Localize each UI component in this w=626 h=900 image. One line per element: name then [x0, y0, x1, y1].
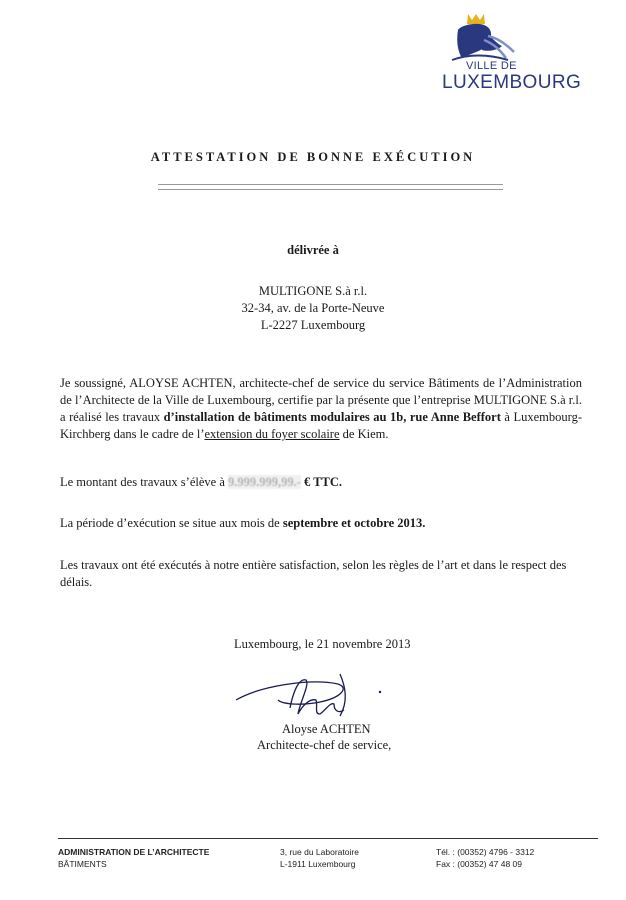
footer-department: BÂTIMENTS [58, 859, 107, 869]
title-rule [158, 184, 503, 190]
logo-line-2: LUXEMBOURG [442, 72, 582, 93]
footer-address [280, 846, 359, 870]
footer-divider [58, 838, 598, 839]
paragraph-amount [60, 474, 582, 491]
logo-line-1: VILLE DE [466, 60, 517, 72]
signatory-name: Aloyse ACHTEN [282, 722, 371, 736]
p1-text-c: de Kiem. [339, 427, 389, 441]
lion-emblem-icon [428, 8, 578, 68]
footer-contact [436, 846, 534, 870]
p1-text-a: Je soussigné, ALOYSE ACHTEN, architecte-chef de service du service Bâtiments de l’Administration de l’Architecte de la Ville de Luxembourg, certifie par la présente que l’entreprise MULTIGONE S.à r.l. a réalisé les travaux [60, 376, 582, 424]
p1-text-b: à Luxembourg-Kirchberg dans le cadre de l’ [60, 410, 582, 441]
amount-redacted: 9.999.999,99.- [228, 475, 301, 489]
p2-text-a: Le montant des travaux s’élève à [60, 475, 228, 489]
p1-underlined: extension du foyer scolaire [204, 427, 340, 441]
footer-street: 3, rue du Laboratoire [280, 847, 359, 857]
signature-scribble-icon [230, 658, 400, 728]
recipient-city: L-2227 Luxembourg [260, 318, 366, 332]
paragraph-satisfaction: Les travaux ont été exécutés à notre entière satisfaction, selon les règles de l’art et dans le respect des délais. [60, 558, 567, 589]
delivered-to-label: délivrée à [287, 243, 339, 257]
p2-currency: € TTC. [300, 475, 343, 489]
footer-phone: Tél. : (00352) 4796 - 3312 [436, 847, 535, 857]
recipient-street: 32-34, av. de la Porte-Neuve [241, 301, 385, 315]
footer-fax: Fax : (00352) 47 48 09 [436, 859, 523, 869]
paragraph-period [60, 515, 582, 532]
paragraph-certification [60, 375, 582, 443]
footer-administration [58, 846, 209, 870]
footer-admin-name: ADMINISTRATION DE L’ARCHITECTE [58, 847, 210, 857]
recipient-company: MULTIGONE S.à r.l. [258, 284, 368, 298]
signatory-role: Architecte-chef de service, [257, 738, 392, 752]
city-logo [428, 8, 582, 93]
p1-works-bold: d’installation de bâtiments modulaires au 1b, rue Anne Beffort [163, 410, 501, 424]
p3-text-a: La période d’exécution se situe aux mois de [60, 516, 283, 530]
page-title: ATTESTATION DE BONNE EXÉCUTION [150, 150, 476, 164]
signature-place-date: Luxembourg, le 21 novembre 2013 [234, 637, 411, 651]
footer-city: L-1911 Luxembourg [280, 859, 356, 869]
p3-months-bold: septembre et octobre 2013. [282, 516, 426, 530]
